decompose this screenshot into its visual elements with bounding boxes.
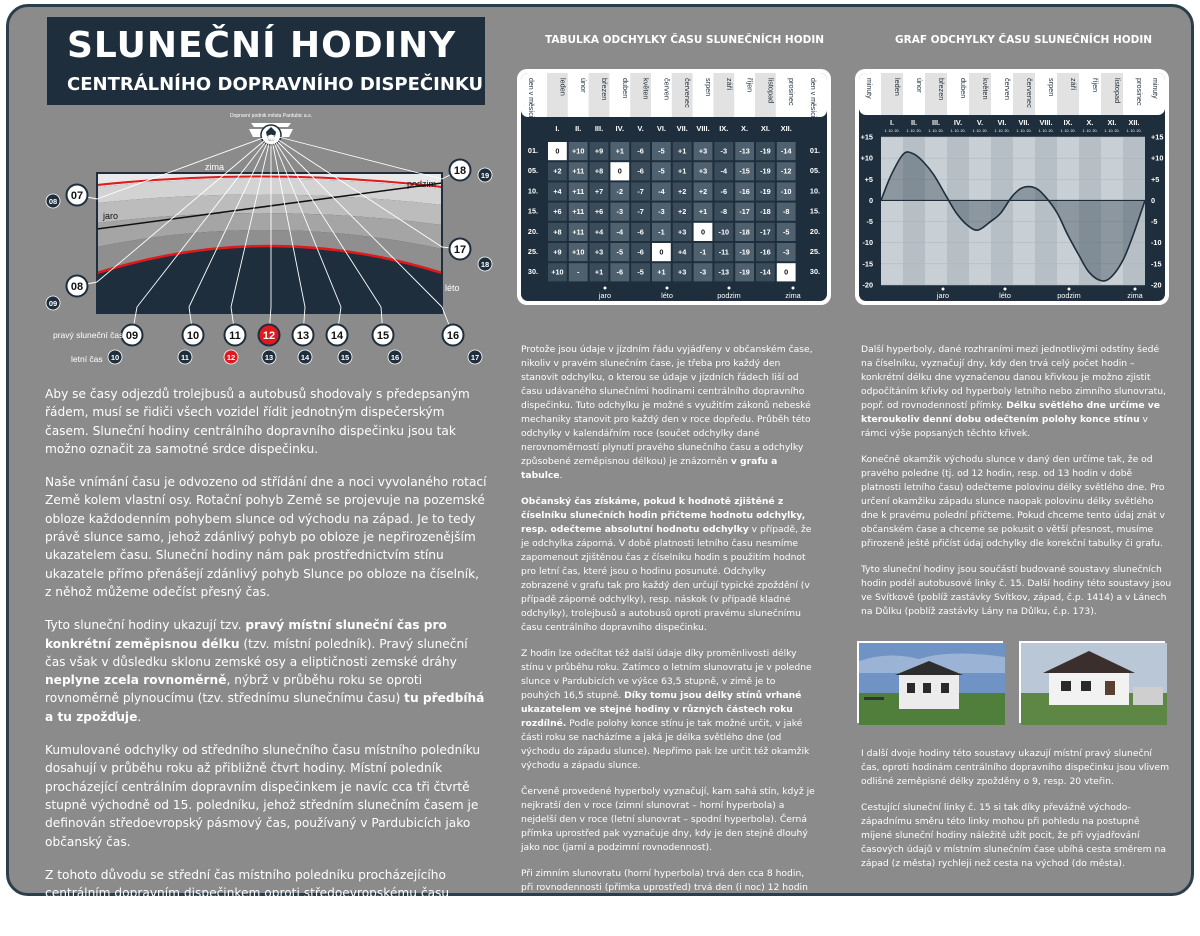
table-roman-label: IV.: [615, 124, 625, 133]
graph-month-label: prosinec: [1135, 78, 1144, 106]
table-panel: [517, 69, 831, 305]
table-cell-value: +10: [551, 267, 564, 277]
table-cell-value: -6: [720, 186, 728, 196]
table-cell-value: -4: [616, 227, 624, 237]
summer-hour-label: 18: [480, 260, 490, 269]
table-cell-value: 0: [700, 227, 706, 237]
graph-y-tick-right: +10: [1151, 153, 1164, 163]
graph-y-tick: -15: [862, 259, 873, 269]
table-cell-value: -4: [658, 186, 665, 196]
graph-day-ticks: 1. 10. 20.: [928, 129, 944, 133]
table-cell-value: +11: [572, 227, 585, 237]
table-cell-value: +1: [594, 267, 604, 277]
table-cell-value: -13: [718, 267, 730, 277]
table-cell-value: +11: [572, 207, 585, 217]
table-cell-value: -18: [760, 207, 771, 217]
season-tick-dot: [666, 287, 669, 290]
table-cell-value: -5: [658, 166, 665, 176]
table-cell-value: +9: [553, 247, 562, 257]
table-cell-value: -4: [720, 166, 728, 176]
table-cell-value: -14: [780, 146, 792, 156]
summer-hour-label: 08: [48, 197, 58, 206]
table-day-label-right: 20.: [809, 226, 821, 236]
table-cell-value: +2: [698, 186, 708, 196]
table-cell-value: -13: [739, 146, 750, 156]
table-cell-value: +3: [678, 267, 687, 277]
solar-hour-label: 07: [70, 190, 84, 202]
table-month-label: červenec: [683, 78, 693, 108]
graph-month-label: srpen: [1047, 78, 1056, 97]
table-cell-value: -19: [760, 166, 771, 176]
table-corner-label: den v měsíci: [527, 78, 534, 118]
table-cell-value: -5: [616, 247, 624, 257]
graph-day-ticks: 1. 10. 20.: [1104, 129, 1120, 133]
summer-hour-label: 14: [300, 353, 310, 362]
table-cell-value: -5: [637, 267, 644, 277]
table-season-label: podzim: [717, 291, 741, 300]
details-paragraph-1: Další hyperboly, dané rozhraními mezi jednotlivými odstíny šedé na číselníku, vyznačují dny, kdy den trvá celý počet hodin – konkrétní délku dne vyznačenou danou křivkou je možno zjistit odpočítáním křivky od hyperboly letního nebo zimního slunovratu, popř. od rovnodenností přímky. Délku světlého dne určíme ve kteroukoliv denní dobu odečtením polohy konce stínu v rámci výše popsaných těchto křivek.: [861, 344, 1166, 439]
table-roman-label: XII.: [780, 124, 792, 133]
table-cell-value: +6: [594, 207, 604, 217]
graph-y-tick: +15: [860, 132, 873, 142]
deviation-graph: [855, 69, 1169, 305]
table-cell-value: -3: [720, 146, 728, 156]
deviation-graph-content: [859, 73, 1165, 301]
table-cell-value: 0: [659, 247, 664, 257]
table-roman-label: V.: [637, 124, 644, 133]
table-cell-value: -5: [782, 227, 790, 237]
graph-unit-label-right: minuty: [1151, 78, 1158, 99]
table-cell-value: +1: [657, 267, 666, 277]
graph-roman-label: X.: [1086, 118, 1094, 127]
table-cell-value: -17: [739, 207, 750, 217]
explanation-text: [521, 343, 815, 921]
intro-text: [45, 385, 487, 936]
table-cell-value: -3: [699, 267, 707, 277]
graph-month-label: květen: [981, 78, 990, 100]
table-cell-value: -14: [760, 267, 771, 277]
table-cell-value: -6: [616, 267, 624, 277]
graph-month-label: říjen: [1091, 78, 1100, 93]
solar-hour-label: 14: [330, 330, 344, 342]
table-cell-value: +8: [594, 166, 604, 176]
solar-hour-label: 10: [186, 330, 200, 342]
graph-month-band: [925, 137, 947, 285]
table-cell-value: +2: [553, 166, 562, 176]
table-roman-label: II.: [575, 124, 582, 133]
table-cell-value: -19: [760, 146, 771, 156]
graph-roman-label: VII.: [1018, 118, 1030, 127]
table-cell-value: -6: [637, 227, 644, 237]
season-tick-dot: [792, 287, 795, 290]
table-cell-value: +3: [678, 227, 687, 237]
season-label-podzim: podzim: [407, 179, 437, 189]
details-paragraph-4: I další dvoje hodiny této soustavy ukazují místní pravý sluneční čas, oproti hodinám centrálního dopravního dispečinku jsou vlivem odlišné zeměpisné délky zpožděny o 9, resp. 20 vteřin.: [861, 748, 1170, 787]
graph-month-band: [1035, 137, 1057, 285]
table-cell-value: -19: [760, 186, 771, 196]
table-cell-value: -6: [637, 166, 644, 176]
deviation-table: [517, 69, 831, 305]
details-text: [861, 343, 1173, 631]
table-roman-label: III.: [594, 124, 604, 133]
explanation-paragraph-3: Z hodin lze odečítat též další údaje díky proměnlivosti délky stínu v průběhu roku. Zatímco o letním slunovratu je v poledne slunce v Pardubicích ve výšce 63,5 stupně, v zimě je to pouhých 16,5 stupně. Díky tomu jsou délky stínů vrhané ukazatelem ve stejné hodiny v různých částech roku rozdílné. Podle polohy konce stínu je tak možné určit, v jaké části roku se nacházíme a jaká je délka světlého dne (od východu do západu slunce). Nepřímo pak lze určit též okamžik východu a západu slunce.: [521, 648, 812, 771]
table-day-label-right: 25.: [809, 247, 821, 256]
explanation-paragraph-5: Při zimním slunovratu (horní hyperbola) trvá den cca 8 hodin, při rovnodennosti (přímka uprostřed) trvá den (i noc) 12 hodin a při letním slunovratu (spodní hyperbola) více než 16 hodin.: [521, 868, 808, 907]
table-cell-value: +4: [594, 227, 604, 237]
table-day-label: 25.: [527, 247, 539, 256]
table-cell-value: -2: [616, 186, 624, 196]
intro-paragraph-2: Naše vnímání času je odvozeno od střídání dne a noci vyvolaného rotací Země kolem vlastní osy. Rotační pohyb Země se projevuje na pozemské obloze každodenním pohybem slunce od východu na západ. Je to tedy právě slunce samo, jehož zdánlivý pohyb po obloze je nepřirozenějším ukazatelem času. Sluneční hodiny nám pak prostřednictvím stínu ukazatele přímo přenášejí zdánlivý pohyb Slunce po obloze na číselník, z něhož můžeme odečíst přesný čas.: [45, 475, 487, 599]
table-roman-label: VII.: [676, 124, 688, 133]
table-cell-value: -1: [699, 247, 707, 257]
details-text-lower: [861, 747, 1173, 883]
solar-hour-label: 08: [70, 281, 84, 293]
title-box: [47, 17, 485, 105]
photo-sundial-svitkov: [857, 641, 1003, 723]
summer-hour-label: 15: [340, 353, 350, 362]
intro-paragraph-1: Aby se časy odjezdů trolejbusů a autobusů shodovaly s předepsaným řádem, musí se řidiči všech vozidel řídit jednotným dispečerským časem. Sluneční hodiny centrálního dopravního dispečinku jsou tak možno označit za samotné srdce dispečinku.: [45, 387, 470, 456]
graph-y-tick: -5: [866, 217, 873, 227]
graph-day-ticks: 1. 10. 20.: [1038, 129, 1054, 133]
table-cell-value: -8: [720, 207, 728, 217]
table-cell-value: 0: [784, 267, 789, 277]
table-cell-value: -19: [739, 247, 750, 257]
graph-season-label: podzim: [1057, 291, 1081, 300]
intro-paragraph-3: Tyto sluneční hodiny ukazují tzv. pravý místní sluneční čas pro konkrétní zeměpisnou délku (tzv. místní poledník). Pravý sluneční čas však v důsledku sklonu zemské osy a eliptičnosti zemské dráhy neplyne zcela rovnoměrně, nýbrž v průběhu roku se oproti rovnoměrně plynoucímu (tzv. střednímu slunečnímu času) tu předbíhá a tu zpožďuje.: [45, 618, 485, 724]
solar-hour-label: 11: [229, 330, 241, 342]
graph-y-tick-right: -5: [1151, 217, 1158, 227]
table-cell-value: 0: [555, 146, 560, 156]
graph-y-tick-right: -20: [1151, 280, 1162, 290]
table-cell-value: +1: [615, 146, 624, 156]
table-roman-label: VIII.: [696, 124, 710, 133]
graph-season-label: léto: [999, 291, 1011, 300]
summer-hour-label: 11: [181, 353, 189, 362]
graph-day-ticks: 1. 10. 20.: [884, 129, 900, 133]
table-month-label: prosinec: [787, 78, 797, 106]
graph-day-ticks: 1. 10. 20.: [1082, 129, 1098, 133]
explanation-paragraph-1: Protože jsou údaje v jízdním řádu vyjádřeny v občanském čase, nikoliv v pravém slunečním čase, je třeba pro každý den stanovit odchylku, o kterou se údaje v jízdních řádech liší od času udávaného slunečními hodinami centrálního dopravního dispečinku. Tuto odchylku je možné s využitím zákonů nebeské mechaniky stanovit pro každý den v roce dopředu. Průběh této odchylky v kalendářním roce (součet odchylky dané nerovnoměrností plynutí pravého slunečního času a odchylky způsobené zeměpisnou délkou) je znázorněn v grafu a tabulce.: [521, 344, 813, 481]
table-roman-label: VI.: [656, 124, 666, 133]
logo-text: Dopravní podnik města Pardubic a.s.: [230, 113, 312, 119]
explanation-paragraph-4: Červeně provedené hyperboly vyznačují, kam sahá stín, když je nejkratší den v roce (zimní slunovrat – horní hyperbola) a nejdelší den v roce (letní slunovrat – spodní hyperbola). Černá přímka uprostřed pak vyznačuje dny, kdy je den stejně dlouhý jako noc (jarní a podzimní rovnodennost).: [521, 786, 815, 853]
graph-y-tick-right: -15: [1151, 259, 1162, 269]
table-roman-label: IX.: [719, 124, 729, 133]
summer-hour-label: 09: [48, 299, 58, 308]
summer-hour-label: 19: [480, 171, 490, 180]
table-cell-value: +8: [553, 227, 562, 237]
graph-month-label: leden: [893, 78, 902, 96]
season-tick-dot: [728, 287, 731, 290]
table-cell-value: -17: [760, 227, 771, 237]
graph-month-label: duben: [959, 78, 968, 99]
table-month-label: říjen: [745, 78, 755, 93]
table-month-label: únor: [579, 78, 589, 93]
solar-hour-label: 12: [262, 330, 276, 342]
table-cell-value: +10: [572, 247, 585, 257]
table-cell-value: -8: [782, 207, 790, 217]
graph-month-label: červen: [1003, 78, 1012, 100]
table-cell-value: +3: [698, 146, 708, 156]
table-month-label: září: [724, 78, 734, 91]
graph-roman-label: I.: [889, 118, 895, 127]
solar-hour-label: 13: [296, 330, 310, 342]
table-cell-value: -16: [760, 247, 771, 257]
details-paragraph-2: Konečně okamžik východu slunce v daný den určíme tak, že od pravého poledne (tj. od 12 hodin, resp. od 13 hodin v době platnosti letního času) odečteme polovinu délky světlého dne. Pro určení okamžiku západu slunce naopak polovinu délky světlého dne k pravému polední přičteme. Pokud chceme tento údaj znát v občanském čase a chceme se pokusit o větší přesnost, musíme přirozeně ještě přičíst údaj odchylky dle korekční tabulky či grafu.: [861, 454, 1165, 549]
table-day-label: 05.: [527, 166, 539, 176]
table-cell-value: -5: [658, 146, 665, 156]
summer-hour-label: 12: [226, 353, 236, 362]
intro-paragraph-5: Z tohoto důvodu se střední čas místního poledníku procházejícího centrálním dopravním dispečinkem oproti středoevropskému času předbíhá o cca 3 minuty.: [45, 867, 450, 919]
page-subtitle: CENTRÁLNÍHO DOPRAVNÍHO DISPEČINKU: [67, 74, 484, 95]
table-cell-value: -7: [637, 186, 644, 196]
graph-month-label: listopad: [1113, 78, 1122, 104]
graph-y-tick: -20: [862, 280, 873, 290]
summer-hour-label: 13: [264, 353, 274, 362]
graph-unit-label: minuty: [865, 78, 872, 99]
summer-hour-label: 10: [110, 353, 120, 362]
table-day-label-right: 10.: [809, 186, 821, 196]
table-cell-value: +11: [572, 166, 585, 176]
graph-day-ticks: 1. 10. 20.: [950, 129, 966, 133]
graph-month-label: únor: [915, 78, 924, 93]
table-cell-value: -7: [637, 207, 644, 217]
table-cell-value: -12: [780, 166, 792, 176]
table-day-label: 01.: [527, 146, 539, 155]
table-month-label: květen: [641, 78, 651, 100]
table-cell-value: -10: [718, 227, 730, 237]
graph-y-tick: +5: [864, 174, 873, 184]
table-cell-value: -3: [658, 207, 665, 217]
graph-y-tick: 0: [868, 195, 873, 205]
graph-day-ticks: 1. 10. 20.: [1060, 129, 1076, 133]
explanation-paragraph-2: Občanský čas získáme, pokud k hodnotě zjištěné z číselníku slunečních hodin přičteme hodnotu odchylky, resp. odečteme absolutní hodnotu odchylky v případě, že je odchylka záporná. V době platnosti letního času nesmíme zapomenout zjištěnou čas z číselníku hodin s použitím hodnot pro letní čas, které jsou o hodinu posunuté. Odchylky zobrazené v grafu tak pro každý den určují typické zpoždění (v případě záporné odchylky), resp. náskok (v případě kladné odchylky), trolejbusů a autobusů oproti pravému slunečnímu času centrálního dopravního dispečinku.: [521, 496, 812, 633]
table-cell-value: +1: [678, 166, 687, 176]
graph-roman-label: V.: [976, 118, 984, 127]
details-paragraph-5: Cestující sluneční linky č. 15 si tak díky převážně východo-západnímu směru této linky mohou při pohledu na postupně míjené sluneční hodiny náležitě užít pocit, že při vyjadřování časových údajů v místním slunečním čase ubíhá cesta směrem na západ (z města) rychleji než cesta na východ (do města).: [861, 802, 1166, 869]
table-cell-value: -11: [718, 247, 729, 257]
table-month-label: listopad: [766, 78, 776, 104]
graph-title: GRAF ODCHYLKY ČASU SLUNEČNÍCH HODIN: [895, 34, 1153, 46]
graph-y-tick-right: 0: [1151, 195, 1156, 205]
graph-day-ticks: 1. 10. 20.: [972, 129, 988, 133]
graph-roman-label: XI.: [1107, 118, 1117, 127]
table-day-label-right: 01.: [809, 146, 821, 155]
graph-roman-label: II.: [910, 118, 918, 127]
graph-month-label: červenec: [1025, 78, 1034, 108]
table-cell-value: 0: [617, 166, 622, 176]
row-label-summer: letní čas: [71, 354, 103, 364]
photo-sundial-lany: [1019, 641, 1165, 723]
graph-roman-label: IX.: [1063, 118, 1073, 127]
graph-roman-label: IV.: [953, 118, 963, 127]
table-cell-value: +7: [594, 186, 604, 196]
graph-season-label: jaro: [936, 291, 950, 300]
table-cell-value: +3: [594, 247, 604, 257]
table-day-label-right: 15.: [809, 206, 821, 216]
solar-hour-label: 09: [125, 330, 139, 342]
table-cell-value: -1: [658, 227, 665, 237]
table-month-label: duben: [620, 78, 630, 99]
solar-hour-label: 15: [376, 330, 390, 342]
graph-panel: [855, 69, 1169, 305]
graph-roman-label: XII.: [1128, 118, 1140, 127]
graph-y-tick: -10: [862, 238, 873, 248]
table-season-label: zima: [785, 291, 801, 300]
table-cell-value: +1: [678, 146, 687, 156]
table-cell-value: +6: [553, 207, 562, 217]
table-cell-value: -3: [782, 247, 790, 257]
table-cell-value: +9: [594, 146, 604, 156]
table-title: TABULKA ODCHYLKY ČASU SLUNEČNÍCH HODIN: [545, 34, 825, 46]
solar-hour-label: 18: [453, 165, 467, 177]
table-roman-label: X.: [741, 124, 749, 133]
table-day-label: 10.: [527, 186, 539, 196]
table-cell-value: -6: [637, 247, 644, 257]
table-roman-label: XI.: [760, 124, 770, 133]
table-cell-value: +1: [698, 207, 708, 217]
graph-y-tick-right: +5: [1151, 174, 1160, 184]
solar-hour-label: 17: [453, 244, 467, 256]
graph-y-tick: +10: [860, 153, 873, 163]
graph-month-band: [1013, 137, 1035, 285]
table-cell-value: +10: [572, 146, 585, 156]
graph-day-ticks: 1. 10. 20.: [1126, 129, 1142, 133]
table-day-label: 20.: [527, 226, 539, 236]
table-day-label-right: 30.: [809, 267, 821, 277]
intro-paragraph-4: Kumulované odchylky od středního slunečního času místního poledníku dosahují v průběhu roku až přibližně čtvrt hodiny. Místní poledník procházející centrálním dopravním dispečinkem je navíc cca tři čtvrtě stupně východně od 15. poledníku, jehož středním slunečním časem je definován středoevropský pásmový čas, používaný v Pardubicích jako občanský čas.: [45, 743, 481, 849]
table-month-label: červen: [662, 78, 672, 100]
table-cell-value: -18: [739, 227, 750, 237]
graph-day-ticks: 1. 10. 20.: [994, 129, 1010, 133]
graph-day-ticks: 1. 10. 20.: [1016, 129, 1032, 133]
season-label-leto: léto: [445, 283, 460, 293]
table-season-label: jaro: [598, 291, 612, 300]
table-cell-value: -3: [616, 207, 624, 217]
table-roman-label: I.: [555, 124, 560, 133]
graph-month-label: září: [1069, 78, 1078, 91]
graph-y-tick-right: +15: [1151, 132, 1164, 142]
table-cell-value: +2: [678, 207, 687, 217]
table-season-label: léto: [661, 291, 673, 300]
graph-roman-label: VIII.: [1039, 118, 1053, 127]
table-cell-value: -19: [739, 267, 750, 277]
graph-roman-label: VI.: [997, 118, 1007, 127]
graph-day-ticks: 1. 10. 20.: [906, 129, 922, 133]
table-cell-value: +4: [678, 247, 687, 257]
info-board: [6, 4, 1194, 919]
sundial-diagram: [9, 107, 499, 377]
table-cell-value: -10: [780, 186, 792, 196]
table-day-label: 15.: [527, 206, 539, 216]
table-day-label-right: 05.: [809, 166, 821, 176]
table-month-label: srpen: [704, 78, 713, 97]
table-cell-value: -16: [739, 186, 750, 196]
table-cell-value: +3: [698, 166, 708, 176]
graph-month-label: březen: [937, 78, 946, 101]
table-corner-label-right: den v měsíci: [809, 78, 816, 118]
table-cell-value: +4: [553, 186, 562, 196]
table-month-label: březen: [600, 78, 609, 101]
season-label-zima: zima: [205, 162, 225, 172]
season-tick-dot: [604, 287, 607, 290]
table-cell-value: -6: [637, 146, 644, 156]
table-month-label: leden: [558, 78, 568, 96]
table-cell-value: -: [576, 267, 580, 277]
row-label-solar: pravý sluneční čas: [53, 330, 124, 340]
season-label-jaro: jaro: [103, 211, 119, 221]
solar-hour-label: 16: [446, 330, 460, 342]
graph-roman-label: III.: [931, 118, 941, 127]
summer-hour-label: 17: [470, 353, 480, 362]
summer-hour-label: 16: [390, 353, 400, 362]
graph-season-label: zima: [1127, 291, 1143, 300]
table-cell-value: -15: [739, 166, 750, 176]
table-cell-value: +11: [572, 186, 585, 196]
deviation-table-content: [521, 73, 827, 301]
details-paragraph-3: Tyto sluneční hodiny jsou součástí budované soustavy slunečních hodin podél autobusové linky č. 15. Další hodiny této soustavy jsou ve Svítkově (poblíž zastávky Svítkov, západ, č.p. 1414) a v Lánech na Důlku (poblíž zastávky Lány na Důlku, č.p. 173).: [861, 564, 1172, 617]
table-day-label: 30.: [527, 267, 539, 277]
page-title: SLUNEČNÍ HODINY: [67, 25, 457, 66]
table-cell-value: +2: [678, 186, 687, 196]
graph-y-tick-right: -10: [1151, 238, 1162, 248]
